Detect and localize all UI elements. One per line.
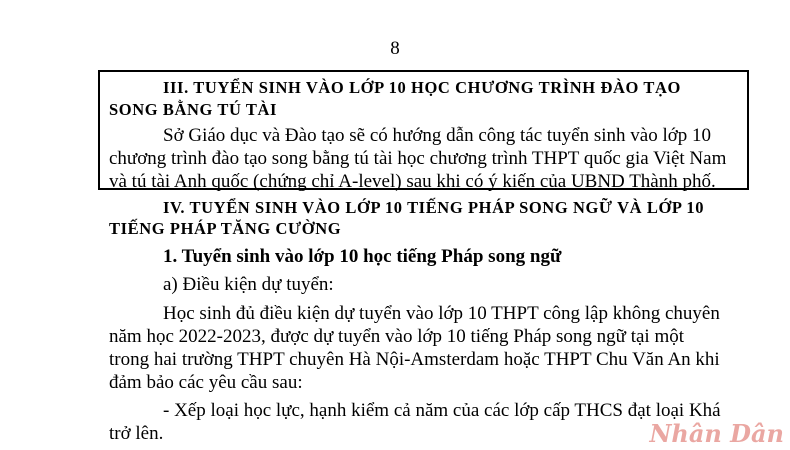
paragraph-line-4: đảm bảo các yêu cầu sau: [109,372,303,393]
page-number: 8 [390,38,400,59]
section-3-heading-line-2: SONG BẰNG TÚ TÀI [109,100,278,119]
section-3-body-line-3: và tú tài Anh quốc (chứng chỉ A-level) sau khi có ý kiến của UBND Thành phố. [109,171,716,192]
paragraph-line-1: Học sinh đủ điều kiện dự tuyển vào lớp 10 THPT công lập không chuyên [163,303,720,324]
bullet-line-1: - Xếp loại học lực, hạnh kiểm cả năm của các lớp cấp THCS đạt loại Khá [163,400,721,421]
watermark-logo: Nhân Dân [649,419,784,448]
condition-label: a) Điều kiện dự tuyển: [163,274,334,295]
section-3-heading-line-1: III. TUYỂN SINH VÀO LỚP 10 HỌC CHƯƠNG TRÌNH ĐÀO TẠO [163,78,681,97]
section-4-heading-line-2: TIẾNG PHÁP TĂNG CƯỜNG [109,219,342,238]
section-3-body-line-2: chương trình đào tạo song bằng tú tài học chương trình THPT quốc gia Việt Nam [109,148,727,169]
section-4-subheading: 1. Tuyển sinh vào lớp 10 học tiếng Pháp song ngữ [163,246,562,267]
section-3-body-line-1: Sở Giáo dục và Đào tạo sẽ có hướng dẫn công tác tuyển sinh vào lớp 10 [163,125,712,146]
paragraph-line-2: năm học 2022-2023, được dự tuyển vào lớp 10 tiếng Pháp song ngữ tại một [109,326,685,347]
section-4-heading-line-1: IV. TUYỂN SINH VÀO LỚP 10 TIẾNG PHÁP SONG NGỮ VÀ LỚP 10 [163,198,705,217]
bullet-line-2: trở lên. [109,423,164,444]
paragraph-line-3: trong hai trường THPT chuyên Hà Nội-Amsterdam hoặc THPT Chu Văn An khi [109,349,720,370]
